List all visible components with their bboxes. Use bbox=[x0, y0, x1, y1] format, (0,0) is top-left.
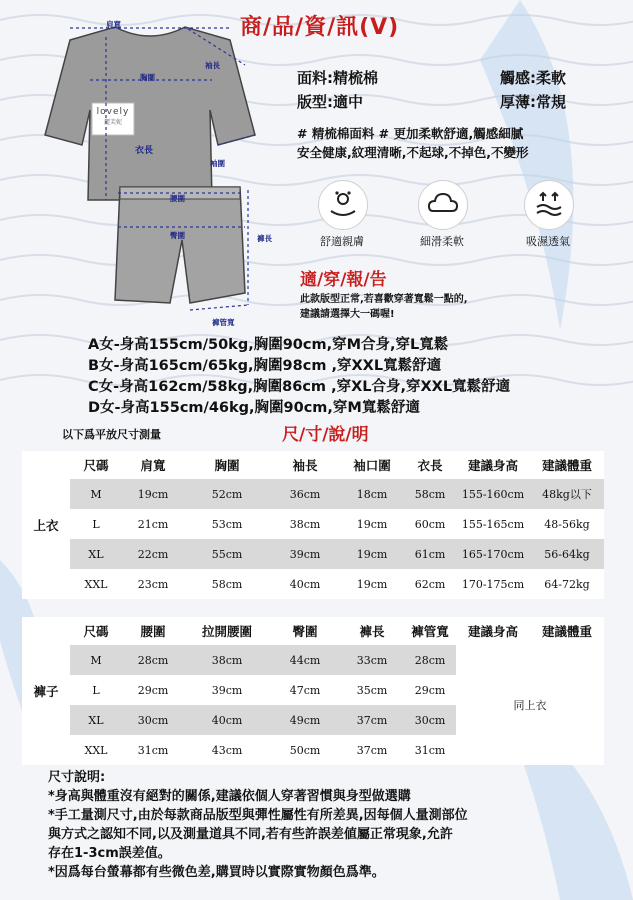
pants-category: 褲子 bbox=[22, 617, 70, 765]
table-cell: 19cm bbox=[340, 569, 404, 599]
explanation-line-4: 存在1-3cm誤差值。 bbox=[48, 846, 171, 861]
model-c: C女-身高162cm/58kg,胸圍86cm ,穿XL合身,穿XXL寬鬆舒適 bbox=[88, 379, 511, 395]
table-cell: 18cm bbox=[340, 479, 404, 509]
table-cell: M bbox=[70, 645, 122, 675]
label-length: 衣長 bbox=[135, 146, 154, 156]
table-cell: 58cm bbox=[404, 479, 456, 509]
table-cell: 55cm bbox=[184, 539, 270, 569]
spec-feel: 觸感:柔軟 bbox=[500, 69, 566, 87]
table-cell: 31cm bbox=[404, 735, 456, 765]
suggest-text bbox=[300, 292, 600, 322]
page-title: 商/品/資/訊(V) bbox=[240, 15, 400, 40]
table-cell: 58cm bbox=[184, 569, 270, 599]
pants-col-weight: 建議體重 bbox=[530, 617, 604, 645]
table-cell: 44cm bbox=[270, 645, 340, 675]
table-cell: 38cm bbox=[270, 509, 340, 539]
table-cell: 49cm bbox=[270, 705, 340, 735]
table-cell: 21cm bbox=[122, 509, 184, 539]
label-waist: 腰圍 bbox=[170, 194, 185, 203]
table-row bbox=[22, 509, 604, 539]
table-cell: XL bbox=[70, 539, 122, 569]
table-cell: 40cm bbox=[270, 569, 340, 599]
table-cell: 48kg以下 bbox=[530, 479, 604, 509]
feature-line-1: # 精梳棉面料 # 更加柔軟舒適,觸感細膩 bbox=[297, 126, 524, 141]
top-col-sleeve: 袖長 bbox=[270, 451, 340, 479]
table-cell: 52cm bbox=[184, 479, 270, 509]
table-cell: 35cm bbox=[340, 675, 404, 705]
table-cell: 155-160cm bbox=[456, 479, 530, 509]
hand-droplet-icon bbox=[318, 180, 368, 230]
table-cell: 36cm bbox=[270, 479, 340, 509]
table-cell: 30cm bbox=[404, 705, 456, 735]
table-cell: XL bbox=[70, 705, 122, 735]
top-col-weight: 建議體重 bbox=[530, 451, 604, 479]
pants-col-waist: 腰圍 bbox=[122, 617, 184, 645]
feature-line-2: 安全健康,紋理清晰,不起球,不掉色,不變形 bbox=[297, 145, 529, 160]
table-cell: 30cm bbox=[122, 705, 184, 735]
table-cell: 28cm bbox=[122, 645, 184, 675]
label-chest: 胸圍 bbox=[140, 73, 155, 82]
table-row bbox=[22, 479, 604, 509]
table-cell: 53cm bbox=[184, 509, 270, 539]
brand-logo bbox=[94, 107, 132, 126]
table-cell: 61cm bbox=[404, 539, 456, 569]
logo-name: lovely bbox=[96, 107, 130, 117]
top-col-size: 尺碼 bbox=[70, 451, 122, 479]
table-cell: 29cm bbox=[404, 675, 456, 705]
pants-col-leg-opening: 褲管寬 bbox=[404, 617, 456, 645]
label-pants-length: 褲長 bbox=[257, 234, 272, 243]
icon-label-breathable: 吸濕透氣 bbox=[526, 235, 570, 248]
explanation-line-3: 與方式之認知不同,以及測量道具不同,若有些許誤差値屬正常現象,允許 bbox=[48, 827, 453, 842]
explanation-line-1: *身高與體重沒有絕對的關係,建議依個人穿著習慣與身型做選購 bbox=[48, 789, 411, 804]
table-cell: 165-170cm bbox=[456, 539, 530, 569]
table-cell: 37cm bbox=[340, 705, 404, 735]
table-cell: 29cm bbox=[122, 675, 184, 705]
pants-size-table bbox=[22, 617, 604, 765]
icon-label-soft: 細滑柔軟 bbox=[420, 235, 464, 248]
size-explanation bbox=[48, 768, 608, 882]
top-category: 上衣 bbox=[22, 451, 70, 599]
top-col-height: 建議身高 bbox=[456, 451, 530, 479]
table-cell: 39cm bbox=[184, 675, 270, 705]
flat-measure-note: 以下爲平放尺寸測量 bbox=[62, 428, 161, 441]
top-col-cuff: 袖口圍 bbox=[340, 451, 404, 479]
label-shoulder: 肩寬 bbox=[106, 20, 121, 29]
table-cell: 155-165cm bbox=[456, 509, 530, 539]
spec-fit: 版型:適中 bbox=[297, 93, 363, 111]
garment-illustration bbox=[40, 15, 280, 335]
table-row bbox=[22, 569, 604, 599]
table-cell: 170-175cm bbox=[456, 569, 530, 599]
table-cell: L bbox=[70, 675, 122, 705]
table-cell: 43cm bbox=[184, 735, 270, 765]
table-cell: 19cm bbox=[340, 539, 404, 569]
spec-thickness: 厚薄:常規 bbox=[500, 93, 566, 111]
table-cell: M bbox=[70, 479, 122, 509]
suggest-line-1: 此款版型正常,若喜歡穿著寬鬆一點的, bbox=[300, 294, 468, 305]
explanation-line-5: *因爲每台螢幕都有些微色差,購買時以實際實物顏色爲準。 bbox=[48, 865, 385, 880]
label-sleeve: 袖長 bbox=[205, 61, 220, 70]
table-row bbox=[22, 539, 604, 569]
table-cell: 47cm bbox=[270, 675, 340, 705]
table-cell: L bbox=[70, 509, 122, 539]
pants-col-hip: 臀圍 bbox=[270, 617, 340, 645]
label-cuff: 袖圍 bbox=[210, 159, 225, 168]
model-a: A女-身高155cm/50kg,胸圍90cm,穿M合身,穿L寬鬆 bbox=[88, 337, 449, 353]
table-cell: 64-72kg bbox=[530, 569, 604, 599]
table-cell: 39cm bbox=[270, 539, 340, 569]
table-cell: 31cm bbox=[122, 735, 184, 765]
table-cell: 40cm bbox=[184, 705, 270, 735]
model-b: B女-身高165cm/65kg,胸圍98cm ,穿XXL寬鬆舒適 bbox=[88, 358, 442, 374]
top-col-length: 衣長 bbox=[404, 451, 456, 479]
same-as-top-note: 同上衣 bbox=[456, 645, 604, 765]
table-row bbox=[22, 645, 604, 675]
icon-label-comfort: 舒適親膚 bbox=[320, 235, 364, 248]
top-header-row bbox=[22, 451, 604, 479]
table-cell: 60cm bbox=[404, 509, 456, 539]
table-cell: 38cm bbox=[184, 645, 270, 675]
label-leg-opening: 褲管寬 bbox=[212, 318, 235, 327]
spec-fabric: 面料:精梳棉 bbox=[297, 69, 378, 87]
model-d: D女-身高155cm/46kg,胸圍90cm,穿M寬鬆舒適 bbox=[88, 400, 420, 416]
wave-arrows-icon bbox=[524, 180, 574, 230]
pants-col-length: 褲長 bbox=[340, 617, 404, 645]
top-col-shoulder: 肩寬 bbox=[122, 451, 184, 479]
pants-col-size: 尺碼 bbox=[70, 617, 122, 645]
table-cell: 48-56kg bbox=[530, 509, 604, 539]
explanation-heading: 尺寸說明: bbox=[48, 770, 106, 785]
table-cell: 56-64kg bbox=[530, 539, 604, 569]
table-cell: 28cm bbox=[404, 645, 456, 675]
suggest-title: 適/穿/報/告 bbox=[300, 270, 387, 290]
table-cell: 62cm bbox=[404, 569, 456, 599]
pants-header-row bbox=[22, 617, 604, 645]
table-cell: 37cm bbox=[340, 735, 404, 765]
size-title: 尺/寸/說/明 bbox=[282, 425, 369, 445]
garment-diagram bbox=[40, 15, 280, 335]
pants-col-stretch-waist: 拉開腰圍 bbox=[184, 617, 270, 645]
cloud-icon bbox=[418, 180, 468, 230]
table-cell: 22cm bbox=[122, 539, 184, 569]
suggest-line-2: 建議請選擇大一碼喔! bbox=[300, 309, 395, 320]
table-cell: 33cm bbox=[340, 645, 404, 675]
top-col-chest: 胸圍 bbox=[184, 451, 270, 479]
table-cell: 19cm bbox=[122, 479, 184, 509]
label-hip: 臀圍 bbox=[170, 231, 185, 240]
explanation-line-2: *手工量測尺寸,由於每款商品版型與彈性屬性有所差異,因每個人量測部位 bbox=[48, 808, 468, 823]
top-size-table bbox=[22, 451, 604, 599]
logo-sub: 麗芙妮 bbox=[103, 119, 122, 126]
table-cell: 19cm bbox=[340, 509, 404, 539]
table-cell: 50cm bbox=[270, 735, 340, 765]
table-cell: XXL bbox=[70, 735, 122, 765]
table-cell: XXL bbox=[70, 569, 122, 599]
pants-col-height: 建議身高 bbox=[456, 617, 530, 645]
table-cell: 23cm bbox=[122, 569, 184, 599]
